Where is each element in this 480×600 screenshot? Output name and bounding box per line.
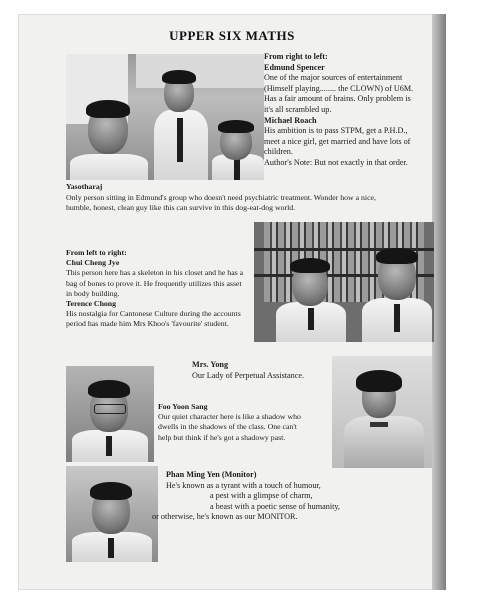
- desc-line: humble, honest, clean guy like this can survive in this dog-eat-dog world.: [66, 203, 296, 213]
- desc-line: (Himself playing........ the CLOWN) of U6M.: [264, 83, 414, 93]
- caption-block-2: [66, 182, 444, 214]
- desc-line: He's known as a tyrant with a touch of humour,: [166, 480, 321, 490]
- desc-line: Our quiet character here is like a shadow who: [158, 412, 301, 422]
- photo-foo-yoon-sang: [66, 366, 154, 462]
- desc-line: meet a nice girl, get married and have lots of: [264, 136, 411, 146]
- desc-line: bag of bones to prove it. He frequently utilizes this asset: [66, 278, 242, 288]
- desc-line: dwells in the shadows of the class. One can't: [158, 422, 297, 432]
- page-title: UPPER SIX MATHS: [169, 28, 295, 43]
- student-name-phan-ming-yen: Phan Ming Yen (Monitor): [166, 470, 257, 479]
- desc-line: in body building.: [66, 288, 120, 298]
- photo-two-students-library: [254, 222, 434, 342]
- photo-background-wall: [136, 54, 264, 88]
- student-name-foo-yoon-sang: Foo Yoon Sang: [158, 402, 208, 411]
- student-name-yasotharaj: Yasotharaj: [66, 182, 103, 191]
- student-name-michael-roach: Michael Roach: [264, 115, 317, 125]
- caption-block-4: [192, 360, 342, 381]
- desc-line: a pest with a glimpse of charm,: [210, 491, 313, 501]
- glasses-icon: [94, 404, 126, 414]
- student-name-chui-cheng-jye: Chui Cheng Jye: [66, 258, 120, 268]
- desc-line: This person here has a skeleton in his closet and he has a: [66, 268, 244, 278]
- caption-block-3: [66, 248, 258, 330]
- caption-block-6: [152, 470, 392, 523]
- desc-line: or otherwise, he's known as our MONITOR.: [152, 512, 298, 522]
- desc-line: Author's Note: But not exactly in that order.: [264, 157, 408, 167]
- yearbook-page: [18, 14, 446, 590]
- desc-line: children.: [264, 147, 293, 157]
- caption-intro-left-to-right: From left to right:: [66, 248, 127, 257]
- photo-phan-ming-yen: [66, 466, 158, 562]
- desc-line: it's all scrambled up.: [264, 104, 332, 114]
- teacher-name-mrs-yong: Mrs. Yong: [192, 360, 229, 369]
- student-name-terence-chong: Terence Chong: [66, 299, 117, 309]
- desc-line: One of the major sources of entertainment: [264, 73, 403, 83]
- desc-line: help but think if he's got a shadowy past.: [158, 432, 286, 442]
- desc-line: period has made him Mrs Khoo's 'favourite' student.: [66, 319, 229, 329]
- desc-line: His ambition is to pass STPM, get a P.H.D.,: [264, 126, 408, 136]
- caption-block-1: [264, 52, 444, 169]
- desc-line: His nostalgia for Cantonese Culture during the accounts: [66, 309, 241, 319]
- caption-block-5: [158, 402, 330, 443]
- caption-intro-right-to-left: From right to left:: [264, 52, 328, 61]
- desc-line: a beast with a poetic sense of humanity,: [210, 501, 340, 511]
- photo-mrs-yong: [332, 356, 432, 468]
- student-name-edmund-spencer: Edmund Spencer: [264, 62, 325, 72]
- desc-line: Has a fair amount of brains. Only problem is: [264, 94, 411, 104]
- desc-line: Our Lady of Perpetual Assistance.: [192, 370, 305, 380]
- desc-line: Only person sitting in Edmund's group who doesn't need psychiatric treatment. Wonder how a nice,: [66, 192, 376, 202]
- name-badge: [370, 422, 388, 427]
- photo-three-students: [66, 54, 264, 180]
